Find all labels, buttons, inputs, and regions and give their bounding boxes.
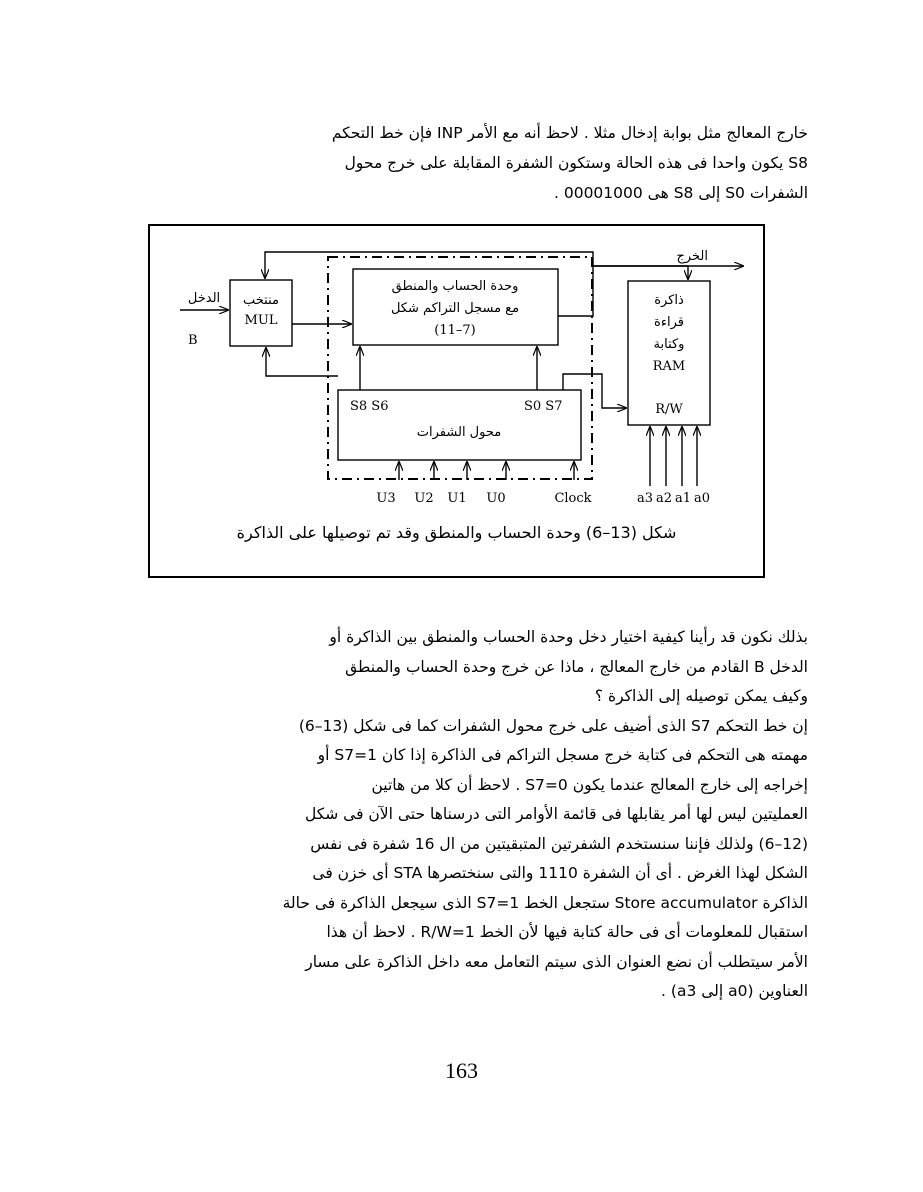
output-label: الخرج (676, 249, 708, 264)
text-line: الشكل لهذا الغرض . أى أن الشفرة 1110 والتى سنختصرها STA أى خزن فى (312, 864, 808, 882)
memory-ram-label: RAM (652, 359, 686, 374)
text-line: (12–6) ولذلك فإننا سنستخدم الشفرتين المتبقيتين من ال 16 شفرة فى نفس (310, 834, 808, 853)
body-paragraph (118, 623, 808, 1007)
u3-label: U3 (376, 491, 396, 506)
alu-label-line3: (11–7) (434, 323, 476, 338)
memory-label-line3: وكتابة (653, 337, 685, 352)
intro-paragraph (118, 118, 808, 208)
text-line: S8 يكون واحدا فى هذه الحالة وستكون الشفرة المقابلة على خرج محول (344, 154, 808, 172)
input-label: الدخل (187, 291, 221, 306)
decoder-label: محول الشفرات (416, 425, 502, 440)
text-line: العناوين (a0 إلى a3) . (661, 982, 808, 1000)
text-line: استقبال للمعلومات أى فى حالة كتابة فيها لأن الخط R/W=1 . لاحظ أن هذا (326, 923, 808, 941)
u0-label: U0 (486, 491, 506, 506)
memory-label-line1: ذاكرة (654, 293, 684, 308)
alu-label-line2: مع مسجل التراكم شكل (390, 301, 520, 316)
clock-label: Clock (554, 491, 592, 506)
mux-label: MUL (244, 313, 278, 328)
page-number: 163 (445, 1058, 478, 1083)
a3-label: a3 (636, 491, 654, 506)
text-line: الأمر سيتطلب أن نضع العنوان الذى سيتم التعامل معه داخل الذاكرة على مسار (305, 952, 808, 971)
figure-caption: شكل (13–6) وحدة الحساب والمنطق وقد تم توصيلها على الذاكرة (236, 523, 677, 542)
mux-arabic-label: منتخب (243, 293, 279, 308)
text-line: الذاكرة Store accumulator ستجعل الخط S7=1 الذى سيجعل الذاكرة فى حالة (282, 893, 808, 912)
text-line: بذلك نكون قد رأينا كيفية اختيار دخل وحدة الحساب والمنطق بين الذاكرة أو (329, 628, 808, 646)
decoder-s0-s7-label: S0 S7 (524, 399, 563, 414)
b-label: B (188, 333, 198, 348)
text-line: خارج المعالج مثل بوابة إدخال مثلا . لاحظ أنه مع الأمر INP فإن خط التحكم (331, 124, 808, 142)
text-line: الشفرات S0 إلى S8 هى 00001000 . (553, 184, 808, 202)
text-line: العمليتين ليس لها أمر يقابلها فى قائمة الأوامر التى درسناها حتى الآن فى شكل (304, 805, 808, 823)
rw-label: R/W (655, 402, 683, 417)
text-line: الدخل B القادم من خارج المعالج ، ماذا عن خرج وحدة الحساب والمنطق (345, 657, 808, 676)
text-line: إخراجه إلى خارج المعالج عندما يكون S7=0 . لاحظ أن كلا من هاتين (371, 775, 808, 794)
text-line: مهمته هى التحكم فى كتابة خرج مسجل التراكم فى الذاكرة إذا كان S7=1 أو (317, 746, 808, 764)
decoder-s8-s6-label: S8 S6 (350, 399, 389, 414)
memory-label-line2: قراءة (654, 315, 684, 330)
text-line: وكيف يمكن توصيله إلى الذاكرة ؟ (594, 687, 808, 705)
a2-label: a2 (655, 491, 673, 506)
a0-label: a0 (693, 491, 711, 506)
u1-label: U1 (447, 491, 467, 506)
a1-label: a1 (674, 491, 692, 506)
u2-label: U2 (414, 491, 434, 506)
alu-label-line1: وحدة الحساب والمنطق (391, 279, 519, 294)
text-line: إن خط التحكم S7 الذى أضيف على خرج محول الشفرات كما فى شكل (13–6) (298, 716, 808, 735)
